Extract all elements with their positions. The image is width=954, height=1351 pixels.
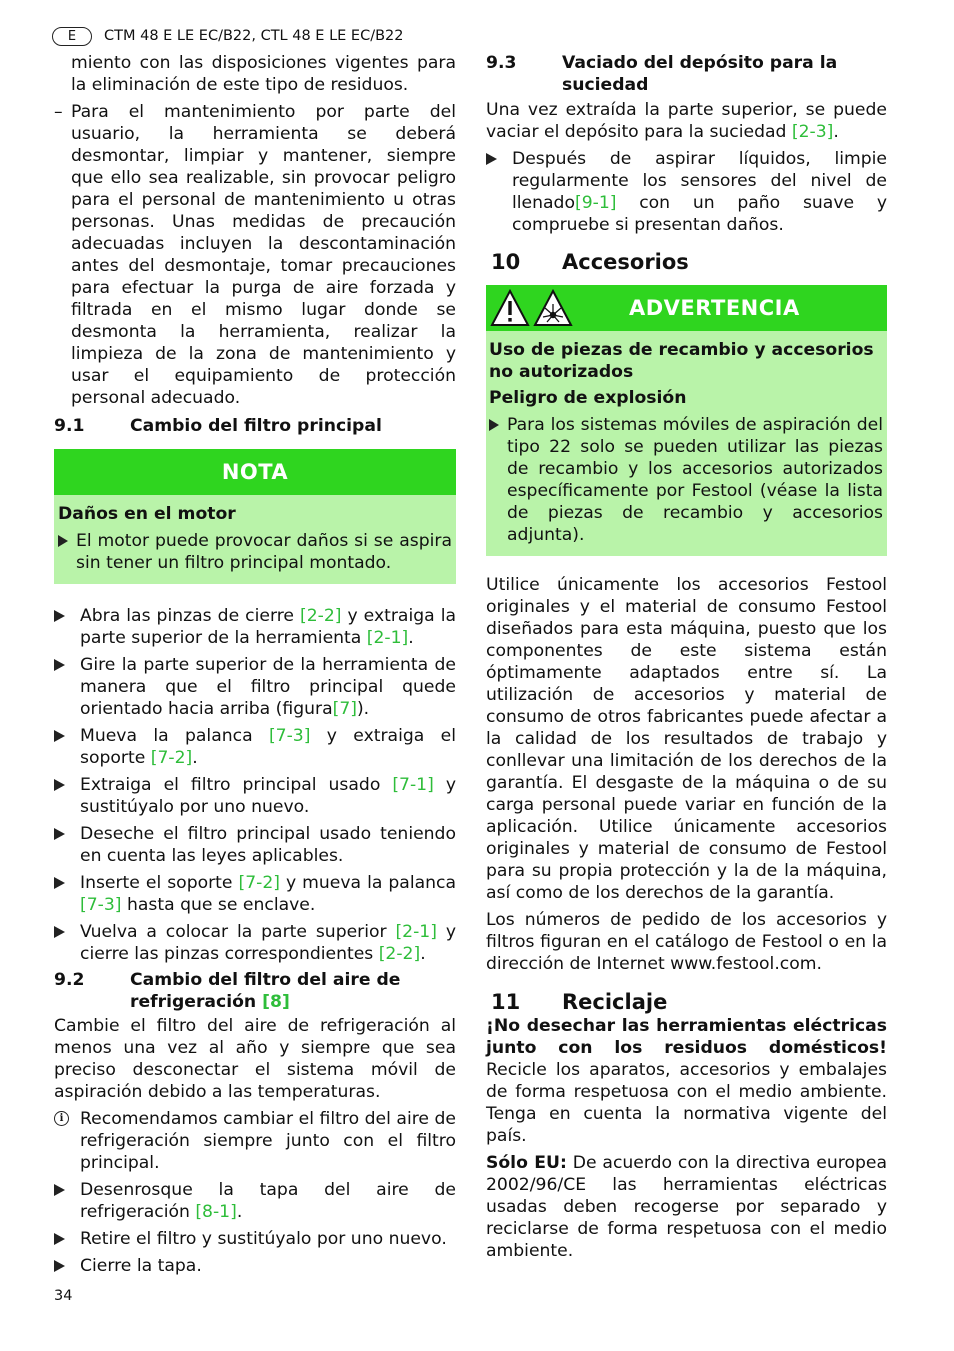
advertencia-item: Para los sistemas móviles de aspiración del tipo 22 solo se pueden utilizar las piezas de recambio y los accesorios autorizados específicamente por Festool (véase la lista de piezas de recambio y accesorios adjunta). (489, 414, 883, 546)
steps-9-1 (54, 605, 456, 965)
figure-ref: [7] (332, 699, 357, 719)
figure-ref: [7-1] (392, 775, 434, 795)
accesorios-paragraph: Utilice únicamente los accesorios Festool originales y el material de consumo Festool diseñados para esta máquina, puesto que los componentes de este sistema están óptimamente adaptados entre sí. La utilización de accesorios y material de consumo de otros fabricantes puede afectar a la calidad de los resultados de trabajo y conllevar una limitación de los derechos de la garantía. El desgaste de la máquina o de su carga personal puede variar en función de la aplicación. Utilice únicamente accesorios originales y material de consumo de Festool para su propia protección y la de la máquina, así como de los derechos de la garantía. (486, 575, 887, 903)
nota-box-header: NOTA (54, 449, 456, 495)
figure-ref: [2-1] (395, 922, 437, 942)
nota-box (54, 449, 456, 584)
list-item-continued: miento con las disposiciones vigentes para la eliminación de este tipo de residuos. (71, 53, 456, 95)
arrow-right-icon (54, 610, 65, 622)
section-10-heading: 10 Accesorios (491, 250, 689, 274)
reciclaje-paragraph: ¡No desechar las herramientas eléctricas junto con los residuos domésticos! Recicle los aparatos, accesorios y embalajes de forma respetuosa con el medio ambiente. Tenga en cuenta la normativa vigente del país. (486, 1016, 887, 1146)
step-item: Mueva la palanca [7-3] y extraiga el soporte [7-2]. (54, 725, 456, 769)
step-item: Después de aspirar líquidos, limpie regularmente los sensores del nivel de llenado[9-1] con un paño suave y compruebe si presentan daños. (486, 148, 887, 236)
arrow-right-icon (489, 419, 499, 431)
warning-triangle-icon (490, 289, 530, 327)
step-item: Gire la parte superior de la herramienta de manera que el filtro principal quede orientado hacia arriba (figura[7]). (54, 654, 456, 720)
section-9-3-text: Una vez extraída la parte superior, se puede vaciar el depósito para la suciedad [2-3]. (486, 100, 887, 142)
maintenance-item: – Para el mantenimiento por parte del usuario, la herramienta se deberá desmontar, limpiar y mantener, siempre que ello sea realizable, sin provocar peligro para el personal de mantenimiento u otras personas. Unas medidas de precaución adecuadas incluyen la descontaminación antes del desmontaje, tomar precauciones para efectuar la purga de aire forzada y filtrada en el mismo lugar donde se desmonta la herramienta, realizar la limpieza de la zona de mantenimiento y usar el equipamiento de protección personal adecuado. (54, 102, 456, 408)
page-number: 34 (54, 1288, 73, 1304)
arrow-right-icon (54, 659, 65, 671)
figure-ref: [2-1] (366, 628, 409, 648)
step-item: Cierre la tapa. (54, 1255, 456, 1277)
step-item: Extraiga el filtro principal usado [7-1] y sustitúyalo por uno nuevo. (54, 774, 456, 818)
section-9-2-heading: 9.2 Cambio del filtro del aire de refrigeración [8] (54, 970, 401, 1012)
danger-line: Peligro de explosión (489, 388, 687, 408)
arrow-right-icon (54, 779, 65, 791)
step-item: Inserte el soporte [7-2] y mueva la palanca [7-3] hasta que se enclave. (54, 872, 456, 916)
advertencia-box-header (486, 285, 887, 331)
arrow-right-icon (54, 926, 65, 938)
figure-ref: [2-3] (791, 122, 834, 142)
arrow-right-icon (54, 1260, 65, 1272)
advertencia-box (486, 285, 887, 556)
page-header (52, 26, 404, 46)
arrow-right-icon (54, 828, 65, 840)
section-9-3-heading: 9.3 Vaciado del depósito para la suciedad (486, 53, 838, 95)
info-icon: i (54, 1111, 69, 1126)
explosion-icon (533, 289, 573, 327)
figure-ref: [7-3] (268, 726, 311, 746)
advertencia-label: ADVERTENCIA (629, 296, 800, 320)
figure-ref: [2-2] (300, 606, 342, 626)
advertencia-subtitle: Uso de piezas de recambio y accesorios no autorizados (489, 340, 874, 382)
nota-subtitle: Daños en el motor (58, 504, 236, 524)
eu-paragraph: Sólo EU: De acuerdo con la directiva europea 2002/96/CE las herramientas eléctricas usadas deben recogerse por separado y reciclarse de forma respetuosa con el medio ambiente. (486, 1153, 887, 1261)
section-11-heading: 11 Reciclaje (491, 990, 668, 1014)
step-item: Retire el filtro y sustitúyalo por uno nuevo. (54, 1228, 456, 1250)
figure-ref: [7-2] (238, 873, 280, 893)
dash-bullet: – (54, 102, 63, 122)
left-column (54, 52, 456, 1277)
arrow-right-icon (58, 535, 68, 547)
step-item: Desenrosque la tapa del aire de refrigeración [8-1]. (54, 1179, 456, 1223)
arrow-right-icon (54, 730, 65, 742)
section-9-2-text: Cambie el filtro del aire de refrigeración al menos una vez al año y siempre que sea preciso desconectar el sistema móvil de aspiración debido a las temperaturas. (54, 1016, 456, 1102)
arrow-right-icon (54, 877, 65, 889)
arrow-right-icon (54, 1184, 65, 1196)
figure-ref: [9-1] (574, 193, 617, 213)
figure-ref: [2-2] (378, 944, 421, 964)
document-title: CTM 48 E LE EC/B22, CTL 48 E LE EC/B22 (104, 28, 404, 44)
step-item: Deseche el filtro principal usado teniendo en cuenta las leyes aplicables. (54, 823, 456, 867)
step-item: Abra las pinzas de cierre [2-2] y extraiga la parte superior de la herramienta [2-1]. (54, 605, 456, 649)
arrow-right-icon (486, 153, 497, 165)
step-item: Vuelva a colocar la parte superior [2-1] y cierre las pinzas correspondientes [2-2]. (54, 921, 456, 965)
figure-ref: [7-2] (150, 748, 193, 768)
arrow-right-icon (54, 1233, 65, 1245)
accesorios-order-paragraph: Los números de pedido de los accesorios y filtros figuran en el catálogo de Festool o en la dirección de Internet www.festool.com. (486, 910, 887, 974)
advertencia-box-body (486, 331, 887, 556)
section-9-1-heading: 9.1 Cambio del filtro principal (54, 416, 382, 436)
figure-ref: [7-3] (80, 895, 122, 915)
figure-ref: [8-1] (195, 1202, 237, 1222)
language-badge: E (52, 27, 92, 46)
nota-item: El motor puede provocar daños si se aspira sin tener un filtro principal montado. (58, 530, 452, 574)
info-item: i Recomendamos cambiar el filtro del aire de refrigeración siempre junto con el filtro principal. (54, 1108, 456, 1174)
right-column (486, 52, 887, 1262)
nota-box-body (54, 495, 456, 584)
figure-ref: [8] (262, 992, 290, 1012)
